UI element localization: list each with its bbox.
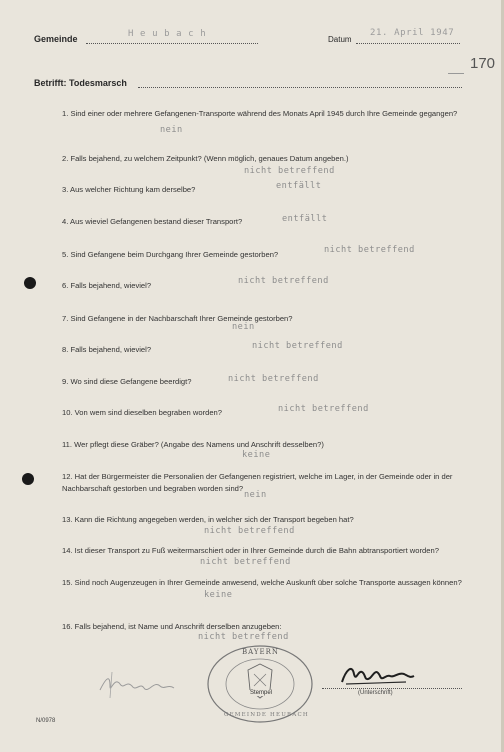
answer-12: nein [244, 490, 267, 500]
mark-line [448, 73, 464, 74]
question-15: 15. Sind noch Augenzeugen in Ihrer Gemeinde anwesend, welche Auskunft über solche Transporte aussagen können? [62, 578, 462, 587]
stamp-top-text: BAYERN [242, 648, 280, 656]
gemeinde-value: H e u b a c h [128, 29, 207, 39]
answer-3: entfällt [276, 181, 322, 191]
question-2: 2. Falls bejahend, zu welchem Zeitpunkt? (Wenn möglich, genaues Datum angeben.) [62, 154, 349, 163]
answer-11: keine [242, 450, 271, 460]
question-10: 10. Von wem sind dieselben begraben worden? [62, 408, 223, 417]
question-6: 6. Falls bejahend, wieviel? [62, 281, 152, 290]
signature-ink [336, 660, 416, 690]
answer-14: nicht betreffend [200, 557, 291, 567]
datum-label: Datum [328, 35, 352, 44]
question-16: 16. Falls bejahend, ist Name und Anschrift derselben anzugeben: [62, 622, 282, 631]
answer-15: keine [204, 590, 233, 600]
pen-scribble [96, 668, 180, 702]
subject-label: Betrifft: Todesmarsch [34, 78, 127, 88]
signature-label: (Unterschrift) [358, 690, 393, 696]
punch-hole-top [24, 277, 36, 289]
punch-hole-bottom [22, 473, 34, 485]
datum-line [356, 43, 460, 44]
question-4: 4. Aus wieviel Gefangenen bestand dieser Transport? [62, 217, 243, 226]
question-7: 7. Sind Gefangene in der Nachbarschaft Ihrer Gemeinde gestorben? [62, 314, 293, 323]
answer-2: nicht betreffend [244, 166, 335, 176]
answer-7: nein [232, 322, 255, 332]
gemeinde-label: Gemeinde [34, 34, 78, 44]
question-8: 8. Falls bejahend, wieviel? [62, 345, 152, 354]
answer-1: nein [160, 125, 183, 135]
answer-9: nicht betreffend [228, 374, 319, 384]
answer-13: nicht betreffend [204, 526, 295, 536]
stamp-center-label: Stempel [250, 690, 273, 696]
answer-10: nicht betreffend [278, 404, 369, 414]
answer-16: nicht betreffend [198, 632, 289, 642]
official-stamp [198, 640, 322, 724]
question-11: 11. Wer pflegt diese Gräber? (Angabe des Namens und Anschrift desselben?) [62, 440, 324, 449]
form-code: N/0978 [36, 718, 56, 724]
page-number: 170 [470, 55, 496, 72]
answer-4: entfällt [282, 214, 328, 224]
question-5: 5. Sind Gefangene beim Durchgang Ihrer Gemeinde gestorben? [62, 250, 279, 259]
question-9: 9. Wo sind diese Gefangene beerdigt? [62, 377, 192, 386]
signature-line [322, 688, 462, 689]
answer-6: nicht betreffend [238, 276, 329, 286]
subject-line [138, 87, 462, 88]
answer-8: nicht betreffend [252, 341, 343, 351]
datum-value: 21. April 1947 [370, 28, 455, 38]
gemeinde-line [86, 43, 258, 44]
question-13: 13. Kann die Richtung angegeben werden, in welcher sich der Transport begeben hat? [62, 515, 354, 524]
question-3: 3. Aus welcher Richtung kam derselbe? [62, 185, 196, 194]
question-1: 1. Sind einer oder mehrere Gefangenen-Transporte während des Monats April 1945 durch Ihre Gemeinde gegangen? [62, 109, 458, 118]
question-12: 12. Hat der Bürgermeister die Personalien der Gefangenen registriert, welche im Lager, in der Gemeinde oder in der Nachbarschaft gestorben und begraben worden sind? [62, 472, 453, 493]
question-14: 14. Ist dieser Transport zu Fuß weitermarschiert oder in Ihrer Gemeinde durch die Bahn abtransportiert worden? [62, 546, 439, 555]
answer-5: nicht betreffend [324, 245, 415, 255]
stamp-ring-text: GEMEINDE HEUBACH [224, 712, 309, 718]
